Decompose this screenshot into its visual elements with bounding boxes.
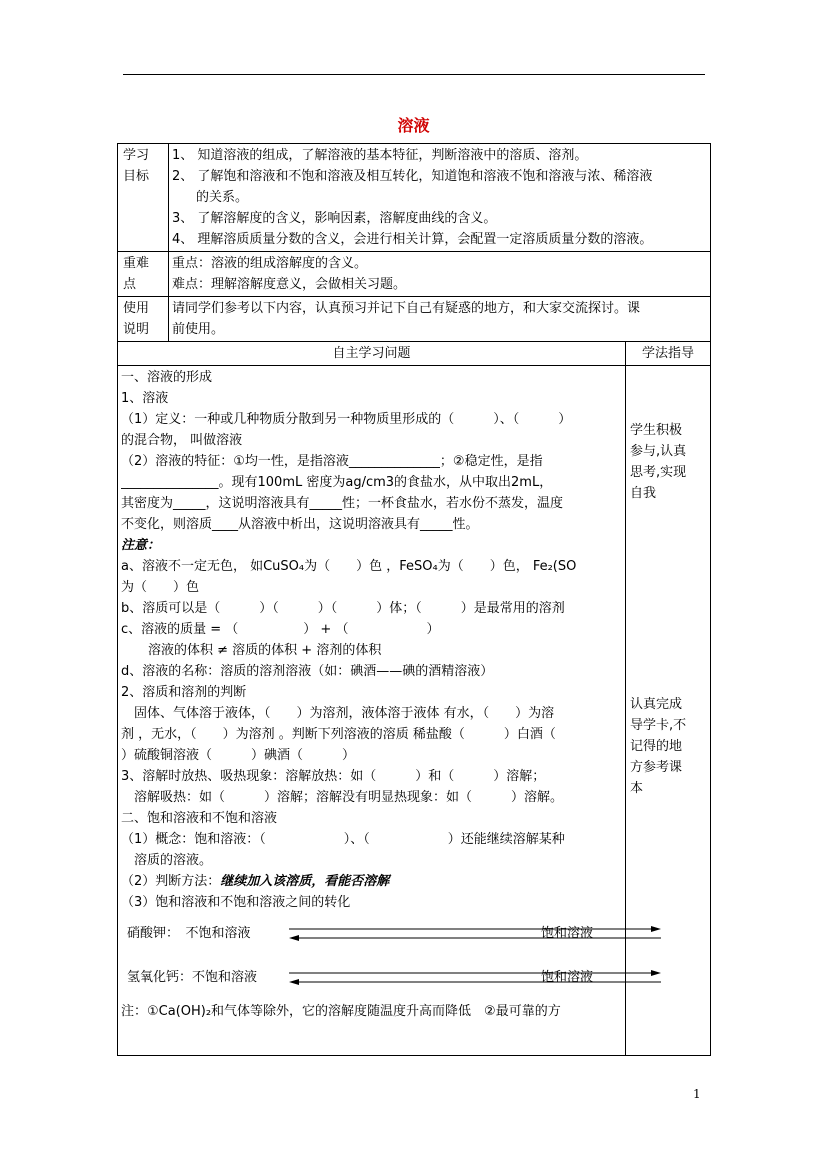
column-header-row — [118, 342, 711, 366]
note-heading: 注意： — [121, 538, 161, 553]
key-label: 重难 点 — [118, 252, 169, 297]
study-table — [117, 143, 711, 1056]
study-guidance — [626, 366, 711, 1056]
guidance-note-1: 学生积极 参与,认真 思考,实现 自我 — [630, 423, 687, 501]
caoh-conversion: 氢氧化钙：不饱和溶液 饱和溶液 — [121, 957, 622, 1001]
goal-line: 4、 理解溶质质量分数的含义，会进行相关计算，会配置一定溶质质量分数的溶液。 — [172, 232, 653, 247]
study-content: 一、溶液的形成 1、溶液 （1）定义：一种或几种物质分散到另一种物质里形成的（ ）、（ ） 的混合物， 叫做溶液 （2）溶液的特征：①均一性，是指溶液______________；②稳定性，是指 _______________。现有100mL 密度为ag/cm3的食盐水，从中取出2mL， 其密度为_____，这说明溶液具有_____性；一杯食盐水，若水份不蒸发，温度 不变化，则溶质____从溶液中析出，这说明溶液具有_____性。 注意： a、溶液不一定无色， 如CuSO₄为（ ）色 ，FeSO₄为（ ）色， Fe₂(SO 为（ ）色 b、溶质可以是（ ）（ ）（ ）体；（ ）是最常用的溶剂 c、溶液的质量 = （ ） + （ ） 溶液的体积 ≠ 溶质的体积 + 溶剂的体积 d、溶液的名称：溶质的溶剂溶液（如：碘酒——碘的酒精溶液） 2、溶质和溶剂的判断 固体、气体溶于液体，（ ）为溶剂，液体溶于液体 有水，（ ）为溶 剂 ，无水，（ ）为溶剂 。判断下列溶液的溶质 稀盐酸（ ）白酒（ ）硫酸铜溶液（ ）碘酒（ ） 3、溶解时放热、吸热现象：溶解放热：如（ ）和（ ）溶解； 溶解吸热：如（ ）溶解；溶解没有明显热现象：如（ ）溶解。 二、饱和溶液和不饱和溶液 （1）概念：饱和溶液：（ ）、（ ）还能继续溶解某种 溶质的溶液。 （2）判断方法：继续加入该溶质，看能否溶解 （3）饱和溶液和不饱和溶液之间的转化 硝酸钾： 不饱和溶液 饱和溶液 氢氧化钙：不饱和溶液 饱和溶液 注：①Ca(OH)₂和气体等除外，它的溶解度随温度升高而降低 ②最可靠的方 — [118, 366, 626, 1056]
goals-content — [169, 144, 711, 252]
goal-line: 2、 了解饱和溶液和不饱和溶液及相互转化，知道饱和溶液不饱和溶液与浓、稀溶液 — [172, 169, 653, 184]
goal-line: 1、 知道溶液的组成，了解溶液的基本特征，判断溶液中的溶质、溶剂。 — [172, 148, 588, 163]
goal-line: 的关系。 — [196, 190, 249, 205]
main-column-header: 自主学习问题 — [118, 342, 626, 366]
key-content: 重点：溶液的组成溶解度的含义。 难点：理解溶解度意义，会做相关习题。 — [169, 252, 711, 297]
usage-content: 请同学们参考以下内容，认真预习并记下自己有疑惑的地方，和大家交流探讨。课 前使用。 — [169, 297, 711, 342]
key-row — [118, 252, 711, 297]
conversion-arrows-icon — [287, 969, 663, 987]
goals-label: 学习 目标 — [118, 144, 169, 252]
page-title: 溶液 — [397, 116, 430, 135]
guidance-note-2: 认真完成 导学卡,不 记得的地 方参考课 本 — [630, 697, 687, 796]
conversion-arrows-icon — [287, 925, 663, 943]
kno3-conversion: 硝酸钾： 不饱和溶液 饱和溶液 — [121, 913, 622, 957]
header-rule — [123, 74, 705, 75]
goal-line: 3、 了解溶解度的含义，影响因素，溶解度曲线的含义。 — [172, 211, 497, 226]
page-number: 1 — [693, 1087, 701, 1101]
goals-row — [118, 144, 711, 252]
section-heading: 一、溶液的形成 — [121, 370, 213, 385]
content-row — [118, 366, 711, 1056]
usage-label: 使用 说明 — [118, 297, 169, 342]
method-emphasis: 继续加入该溶质，看能否溶解 — [220, 874, 390, 889]
usage-row — [118, 297, 711, 342]
section-heading: 二、饱和溶液和不饱和溶液 — [121, 811, 278, 826]
side-column-header: 学法指导 — [626, 342, 711, 366]
